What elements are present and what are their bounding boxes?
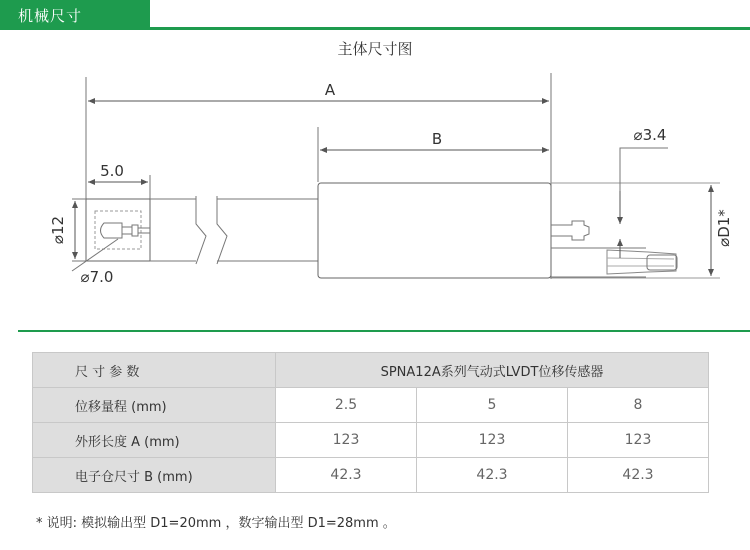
- label-five: 5.0: [100, 162, 124, 180]
- drawing-title: 主体尺寸图: [337, 40, 413, 58]
- spec-table: [32, 352, 709, 493]
- label-a: A: [324, 81, 336, 99]
- stylus-tip: [101, 223, 123, 238]
- table-cell: 123: [568, 423, 709, 458]
- section-title: 机械尺寸: [18, 7, 83, 25]
- table-row: [33, 353, 709, 388]
- label-d1: ⌀D1*: [715, 209, 733, 247]
- electronics-housing: [318, 183, 551, 278]
- table-cell: 42.3: [568, 458, 709, 493]
- cable-end: [647, 255, 677, 270]
- probe-housing: [86, 199, 150, 261]
- table-cell: 42.3: [276, 458, 417, 493]
- section-divider: [18, 330, 750, 332]
- air-fitting: [551, 221, 589, 240]
- table-cell: 123: [417, 423, 568, 458]
- table-cell: 2.5: [276, 388, 417, 423]
- row-label: 外形长度 A (mm): [33, 423, 276, 458]
- table-cell: 42.3: [417, 458, 568, 493]
- break-line-right: [217, 196, 227, 264]
- stylus-collar: [132, 225, 138, 236]
- row-label: 位移量程 (mm): [33, 388, 276, 423]
- table-cell: 8: [568, 388, 709, 423]
- cable-strand-line-1: [607, 258, 674, 259]
- label-b: B: [431, 130, 443, 148]
- label-phi7: ⌀7.0: [80, 268, 114, 286]
- table-cell: 5: [417, 388, 568, 423]
- table-row: [33, 388, 709, 423]
- table-cell: 123: [276, 423, 417, 458]
- probe-housing-hidden: [95, 211, 141, 249]
- break-line-left: [196, 196, 206, 264]
- label-phi12: ⌀12: [49, 215, 67, 245]
- label-phi34: ⌀3.4: [633, 126, 667, 144]
- row-label: 尺 寸 参 数: [33, 353, 276, 388]
- footnote: * 说明: 模拟输出型 D1=20mm ，数字输出型 D1=28mm 。: [36, 516, 396, 531]
- row-label: 电子仓尺寸 B (mm): [33, 458, 276, 493]
- table-row: [33, 458, 709, 493]
- series-header: SPNA12A系列气动式LVDT位移传感器: [276, 353, 709, 388]
- table-row: [33, 423, 709, 458]
